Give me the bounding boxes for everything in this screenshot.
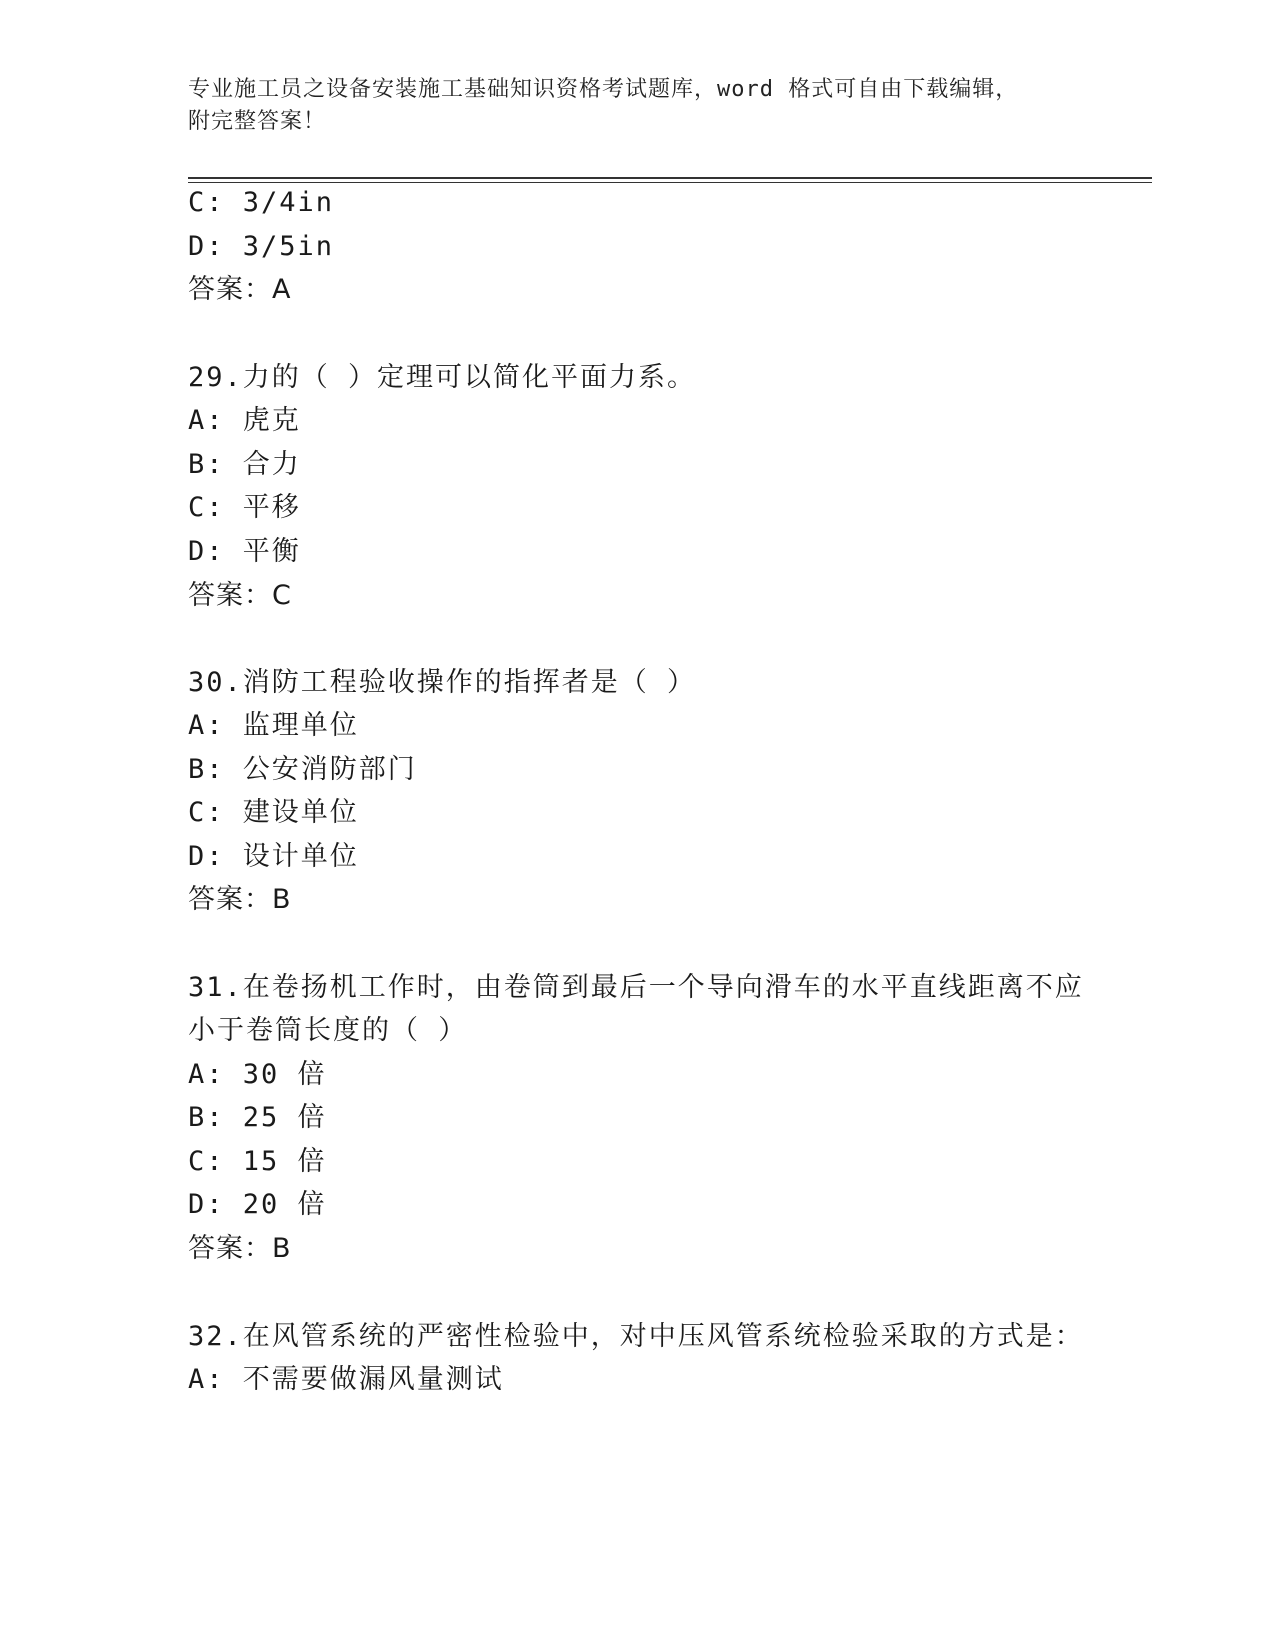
q30-question: 30.消防工程验收操作的指挥者是（ ）: [188, 667, 697, 698]
q29-option-b: B: 合力: [188, 449, 301, 480]
q31-question-line-1: 31.在卷扬机工作时，由卷筒到最后一个导向滑车的水平直线距离不应: [188, 972, 1084, 1003]
q31-option-c: C: 15 倍: [188, 1146, 327, 1177]
q30-answer: 答案：B: [188, 884, 292, 915]
q29-answer: 答案：C: [188, 580, 292, 611]
q32-option-a: A: 不需要做漏风量测试: [188, 1364, 504, 1395]
q29-option-c: C: 平移: [188, 492, 301, 523]
q28-answer: 答案：A: [188, 274, 292, 305]
header-divider-thin: [188, 182, 1152, 183]
header-divider-thick: [188, 177, 1152, 179]
q31-option-b: B: 25 倍: [188, 1102, 327, 1133]
q28-option-c: C: 3/4in: [188, 187, 335, 218]
q31-answer: 答案：B: [188, 1233, 292, 1264]
q30-option-a: A: 监理单位: [188, 710, 359, 741]
q29-question: 29.力的（ ）定理可以简化平面力系。: [188, 362, 697, 393]
q30-option-c: C: 建设单位: [188, 797, 359, 828]
header-title-line-2: 附完整答案！: [188, 109, 327, 134]
document-header: [188, 74, 1088, 138]
q31-question-line-2: 小于卷筒长度的（ ）: [188, 1015, 468, 1046]
q31-option-d: D: 20 倍: [188, 1189, 327, 1220]
q32-question: 32.在风管系统的严密性检验中，对中压风管系统检验采取的方式是：: [188, 1321, 1084, 1352]
header-title-line-1: 专业施工员之设备安装施工基础知识资格考试题库，word 格式可自由下载编辑，: [188, 77, 1019, 102]
q28-option-d: D: 3/5in: [188, 231, 335, 262]
q30-option-d: D: 设计单位: [188, 841, 359, 872]
q30-option-b: B: 公安消防部门: [188, 754, 417, 785]
q31-option-a: A: 30 倍: [188, 1059, 327, 1090]
q29-option-d: D: 平衡: [188, 536, 301, 567]
q29-option-a: A: 虎克: [188, 405, 301, 436]
